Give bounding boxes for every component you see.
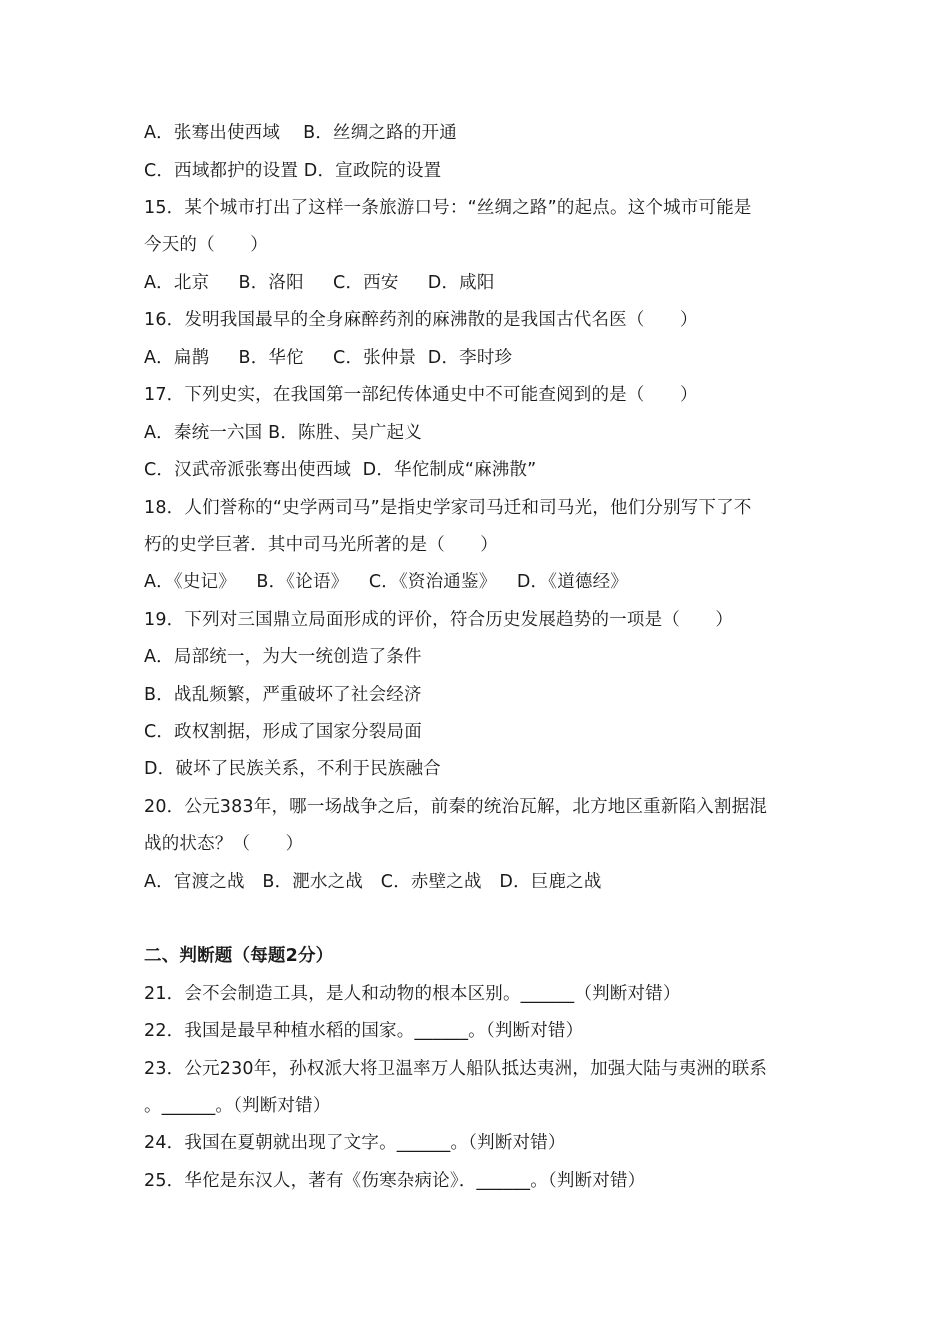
q19-stem: 19．下列对三国鼎立局面形成的评价，符合历史发展趋势的一项是（ ） [144, 610, 734, 630]
q16-options: A．扁鹊 B．华佗 C．张仲景 D．李时珍 [144, 348, 513, 368]
q14-options-ab: A．张骞出使西域 B．丝绸之路的开通 [144, 123, 457, 143]
q15-options: A．北京 B．洛阳 C．西安 D．咸阳 [144, 273, 495, 293]
q22: 22．我国是最早种植水稻的国家。______。（判断对错） [144, 1021, 584, 1041]
q15-stem-line2: 今天的（ ） [144, 235, 268, 255]
q16-stem: 16．发明我国最早的全身麻醉药剂的麻沸散的是我国古代名医（ ） [144, 310, 698, 330]
q20-options: A．官渡之战 B．淝水之战 C．赤壁之战 D．巨鹿之战 [144, 872, 602, 892]
q18-stem-line2: 朽的史学巨著．其中司马光所著的是（ ） [144, 535, 498, 555]
q19-option-b: B．战乱频繁，严重破坏了社会经济 [144, 685, 422, 705]
q19-option-d: D．破坏了民族关系，不利于民族融合 [144, 759, 441, 779]
q17-options-ab: A．秦统一六国 B．陈胜、吴广起义 [144, 423, 422, 443]
q25: 25．华佗是东汉人，著有《伤寒杂病论》．______。（判断对错） [144, 1171, 646, 1191]
q20-stem-line1: 20．公元383年，哪一场战争之后，前秦的统治瓦解，北方地区重新陷入割据混 [144, 797, 768, 817]
q23-line2: 。______。（判断对错） [144, 1096, 331, 1116]
q17-options-cd: C．汉武帝派张骞出使西域 D．华佗制成“麻沸散” [144, 460, 537, 480]
q24: 24．我国在夏朝就出现了文字。______。（判断对错） [144, 1133, 566, 1153]
q15-stem-line1: 15．某个城市打出了这样一条旅游口号：“丝绸之路”的起点。这个城市可能是 [144, 198, 752, 218]
section-heading-judgment: 二、判断题（每题2分） [144, 946, 334, 966]
q20-stem-line2: 战的状态？（ ） [144, 834, 304, 854]
q18-options: A．《史记》 B．《论语》 C．《资治通鉴》 D．《道德经》 [144, 572, 628, 592]
q14-options-cd: C．西域都护的设置 D．宣政院的设置 [144, 161, 442, 181]
q19-option-c: C．政权割据，形成了国家分裂局面 [144, 722, 422, 742]
q19-option-a: A．局部统一，为大一统创造了条件 [144, 647, 422, 667]
q17-stem: 17．下列史实，在我国第一部纪传体通史中不可能查阅到的是（ ） [144, 385, 698, 405]
q21: 21．会不会制造工具，是人和动物的根本区别。______（判断对错） [144, 984, 681, 1004]
q23-line1: 23．公元230年，孙权派大将卫温率万人船队抵达夷洲，加强大陆与夷洲的联系 [144, 1059, 768, 1079]
q18-stem-line1: 18．人们誉称的“史学两司马”是指史学家司马迁和司马光，他们分别写下了不 [144, 498, 752, 518]
